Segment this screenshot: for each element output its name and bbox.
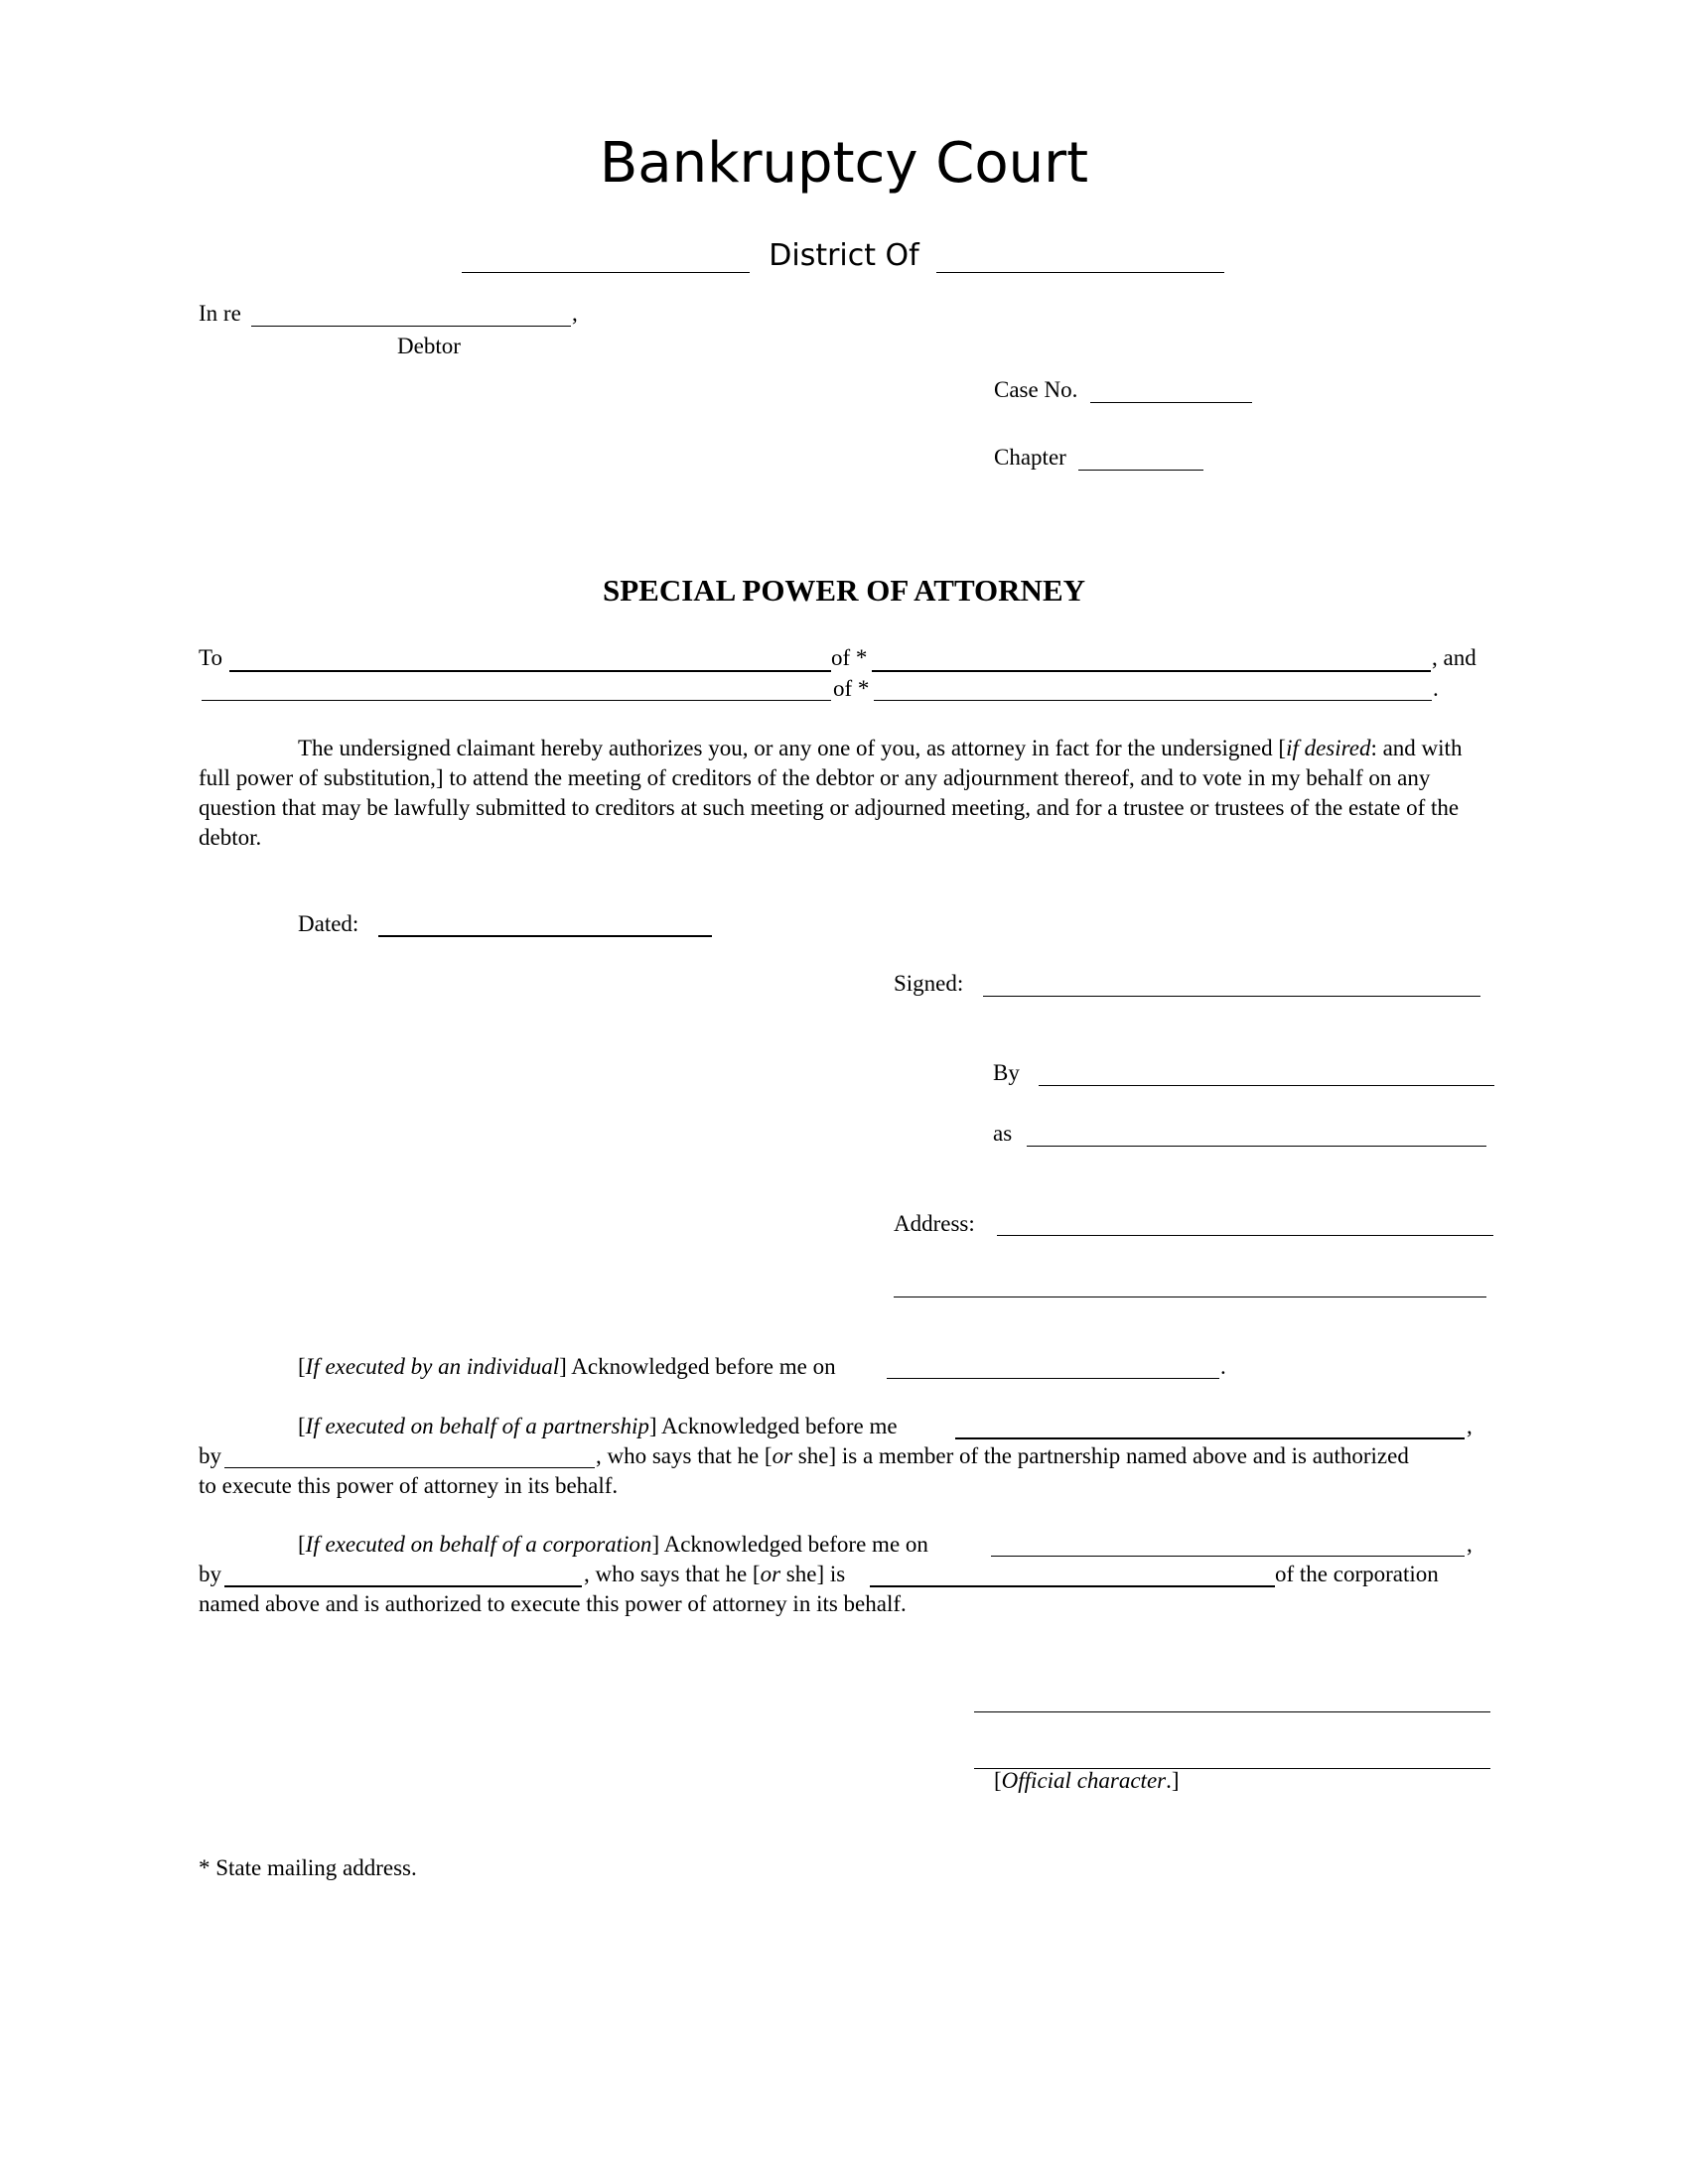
dated-label: Dated: [298, 911, 359, 936]
ack-partnership-by-field[interactable] [224, 1467, 595, 1468]
ack-corporation-line3: named above and is authorized to execute this power of attorney in its behalf. [199, 1591, 907, 1616]
dated-field[interactable] [378, 935, 712, 937]
district-blank-left[interactable] [462, 272, 750, 273]
ack-partnership-date-field[interactable] [955, 1437, 1465, 1439]
ack-individual-label: [If executed by an individual] Acknowledged before me on [298, 1354, 836, 1379]
ack-corporation-by-field[interactable] [224, 1585, 582, 1587]
debtor-label: Debtor [397, 334, 461, 358]
ack-corporation-text: ] Acknowledged before me on [651, 1532, 928, 1557]
ack-partnership-comma: , [1467, 1414, 1473, 1438]
court-title: Bankruptcy Court [599, 131, 1089, 196]
ack-partnership-says: , who says that he [ [596, 1443, 773, 1468]
form-title: SPECIAL POWER OF ATTORNEY [602, 573, 1086, 608]
official-character-italic: Official character [1001, 1768, 1167, 1793]
ack-corporation-label: [If executed on behalf of a corporation] Acknowledged before me on [298, 1532, 928, 1557]
authorization-text-start: The undersigned claimant hereby authorizes you, or any one of you, as attorney in fact for the undersigned [ [298, 736, 1287, 760]
ack-partnership-rest: she] is a member of the partnership named above and is authorized [792, 1443, 1409, 1468]
footnote: * State mailing address. [199, 1855, 417, 1880]
authorization-text-italic: if desired [1286, 736, 1371, 760]
ack-individual-date-field[interactable] [887, 1378, 1219, 1379]
case-no-field[interactable] [1090, 402, 1252, 403]
ack-partnership-italic: If executed on behalf of a partnership [305, 1414, 649, 1438]
ack-partnership-by-label: by [199, 1443, 221, 1468]
ack-corporation-line2 [584, 1562, 845, 1587]
ack-corporation-says: , who says that he [ [584, 1562, 761, 1586]
ack-partnership-text: ] Acknowledged before me [648, 1414, 898, 1438]
ack-partnership-label: [If executed on behalf of a partnership] Acknowledged before me [298, 1414, 898, 1438]
ack-corporation-date-field[interactable] [991, 1556, 1465, 1557]
authorization-paragraph [199, 734, 1479, 853]
in-re-label: In re [199, 301, 241, 326]
ack-partnership-line3: to execute this power of attorney in its behalf. [199, 1473, 619, 1498]
signed-field[interactable] [983, 996, 1480, 997]
ack-individual-italic: If executed by an individual [305, 1354, 560, 1379]
authorization-text-rest: : and with full power of substitution,] to attend the meeting of creditors of the debtor or any adjournment thereof, and to vote in my behalf on any question that may be lawfully submitted to creditors at such meeting or adjourned meeting, and for a trustee or trustees of the estate of the debtor. [199, 736, 1463, 850]
attorney-2-address-field[interactable] [874, 700, 1432, 701]
by-field[interactable] [1039, 1085, 1494, 1086]
attorney-1-name-field[interactable] [229, 670, 831, 672]
ack-corporation-by-label: by [199, 1562, 221, 1586]
ack-partnership-or: or [772, 1443, 793, 1468]
case-no-label: Case No. [994, 377, 1078, 402]
ack-individual-text: ] Acknowledged before me on [559, 1354, 836, 1379]
ack-corporation-or: or [760, 1562, 781, 1586]
of-label-1: of * [831, 645, 868, 670]
district-blank-right[interactable] [936, 272, 1224, 273]
ack-corporation-is: she] is [780, 1562, 846, 1586]
ack-corporation-title-field[interactable] [870, 1585, 1275, 1587]
addressees-period: . [1433, 676, 1439, 701]
district-label: District Of [769, 238, 919, 273]
signed-label: Signed: [894, 971, 964, 996]
and-label: , and [1432, 645, 1477, 670]
chapter-label: Chapter [994, 445, 1066, 470]
official-character-label: [Official character.] [994, 1768, 1180, 1793]
ack-corporation-of: of the corporation [1275, 1562, 1439, 1586]
of-label-2: of * [833, 676, 870, 701]
to-label: To [199, 645, 222, 670]
attorney-1-address-field[interactable] [872, 670, 1431, 672]
chapter-field[interactable] [1078, 470, 1203, 471]
address-field-1[interactable] [997, 1235, 1493, 1236]
address-label: Address: [894, 1211, 975, 1236]
official-character-suffix: .] [1166, 1768, 1180, 1793]
in-re-comma: , [572, 301, 578, 326]
as-label: as [993, 1121, 1013, 1146]
attorney-2-name-field[interactable] [202, 700, 831, 701]
ack-individual-period: . [1220, 1354, 1226, 1379]
as-field[interactable] [1027, 1146, 1486, 1147]
ack-corporation-comma: , [1467, 1532, 1473, 1557]
by-label: By [993, 1060, 1020, 1085]
debtor-name-field[interactable] [251, 326, 571, 327]
official-signature-line[interactable] [974, 1711, 1490, 1712]
ack-partnership-line2 [596, 1443, 1409, 1469]
ack-corporation-italic: If executed on behalf of a corporation [305, 1532, 652, 1557]
